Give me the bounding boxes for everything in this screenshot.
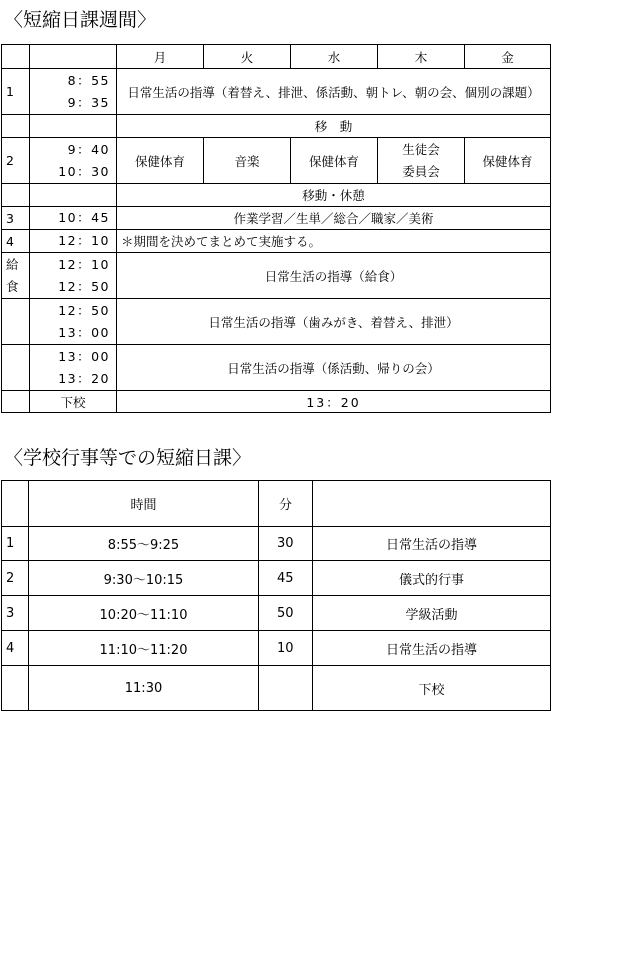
end-time: 13：20: [58, 370, 110, 386]
break-row: [2, 184, 551, 207]
period-note: ＊期間を決めてまとめて実施する。: [117, 230, 551, 253]
header-row: [2, 481, 551, 527]
move-row: [2, 115, 551, 138]
row-minutes: [259, 666, 313, 711]
period4-row: [2, 230, 551, 253]
time-header: 時間: [29, 481, 259, 527]
header-row: [2, 45, 551, 69]
period-activity: 日常生活の指導（着替え、排泄、係活動、朝トレ、朝の会、個別の課題）: [117, 69, 551, 115]
subject-thu-line1: 生徒会: [402, 141, 440, 157]
start-time: 12：10: [58, 256, 110, 272]
row-minutes: 45: [259, 561, 313, 596]
table-row: [2, 561, 551, 596]
row-number: 4: [2, 631, 29, 666]
lunch-label: [2, 253, 30, 299]
table-row: [2, 666, 551, 711]
start-time: 10：45: [30, 207, 117, 230]
end-time: 12：50: [58, 278, 110, 294]
table-row: [2, 596, 551, 631]
row-minutes: 50: [259, 596, 313, 631]
subject-fri: 保健体育: [465, 138, 551, 184]
event-schedule-table: [1, 480, 551, 711]
lunch-row: [2, 253, 551, 299]
period-time: [30, 69, 117, 115]
row-time: 10:20～11:10: [29, 596, 259, 631]
row-content: 儀式的行事: [313, 561, 551, 596]
subject-thu-line2: 委員会: [402, 163, 440, 179]
day-fri: 金: [465, 45, 551, 69]
period3-row: [2, 207, 551, 230]
row-number: 1: [2, 527, 29, 561]
time-header-cell: [30, 45, 117, 69]
break-label: 移動・休憩: [117, 184, 551, 207]
day-wed: 水: [291, 45, 378, 69]
dismissal-time: 13：20: [117, 391, 551, 413]
after-lunch-row: [2, 299, 551, 345]
schedule-title: 〈短縮日課週間〉: [4, 9, 157, 31]
period-time: [30, 138, 117, 184]
period1-row: [2, 69, 551, 115]
period-number: 4: [2, 230, 30, 253]
period-activity: 日常生活の指導（係活動、帰りの会）: [117, 345, 551, 391]
day-thu: 木: [378, 45, 465, 69]
minutes-header: 分: [259, 481, 313, 527]
homeroom-row: [2, 345, 551, 391]
period-number: 1: [2, 69, 30, 115]
row-number: [2, 666, 29, 711]
period-number: 3: [2, 207, 30, 230]
move-label: 移 動: [117, 115, 551, 138]
start-time: 12：50: [58, 302, 110, 318]
content-header: [313, 481, 551, 527]
row-number: 2: [2, 561, 29, 596]
dismissal-label: 下校: [30, 391, 117, 413]
end-time: 10：30: [58, 163, 110, 179]
day-tue: 火: [204, 45, 291, 69]
period-time: [30, 345, 117, 391]
end-time: 9：35: [67, 94, 110, 110]
row-content: 学級活動: [313, 596, 551, 631]
shortened-schedule-table: [1, 44, 551, 413]
end-time: 12：10: [30, 230, 117, 253]
period-activity: 作業学習／生単／総合／職家／美術: [117, 207, 551, 230]
row-time: 9:30～10:15: [29, 561, 259, 596]
lunch-label-line2: 食: [6, 278, 19, 294]
row-minutes: 30: [259, 527, 313, 561]
lunch-label-line1: 給: [6, 256, 19, 272]
row-content: 日常生活の指導: [313, 631, 551, 666]
event-schedule-title: 〈学校行事等での短縮日課〉: [4, 447, 252, 469]
row-minutes: 10: [259, 631, 313, 666]
period-activity: 日常生活の指導（給食）: [117, 253, 551, 299]
start-time: 8：55: [67, 72, 110, 88]
start-time: 13：00: [58, 348, 110, 364]
period-time: [30, 253, 117, 299]
corner-cell: [2, 481, 29, 527]
table-row: [2, 631, 551, 666]
dismissal-row: [2, 391, 551, 413]
row-number: 3: [2, 596, 29, 631]
row-time: 11:30: [29, 666, 259, 711]
start-time: 9：40: [67, 141, 110, 157]
period-activity: 日常生活の指導（歯みがき、着替え、排泄）: [117, 299, 551, 345]
day-mon: 月: [117, 45, 204, 69]
row-time: 11:10～11:20: [29, 631, 259, 666]
subject-tue: 音楽: [204, 138, 291, 184]
period-time: [30, 299, 117, 345]
row-content: 下校: [313, 666, 551, 711]
period2-row: [2, 138, 551, 184]
row-time: 8:55～9:25: [29, 527, 259, 561]
period-number: 2: [2, 138, 30, 184]
table-row: [2, 527, 551, 561]
row-content: 日常生活の指導: [313, 527, 551, 561]
subject-mon: 保健体育: [117, 138, 204, 184]
corner-cell: [2, 45, 30, 69]
subject-thu: [378, 138, 465, 184]
end-time: 13：00: [58, 324, 110, 340]
subject-wed: 保健体育: [291, 138, 378, 184]
